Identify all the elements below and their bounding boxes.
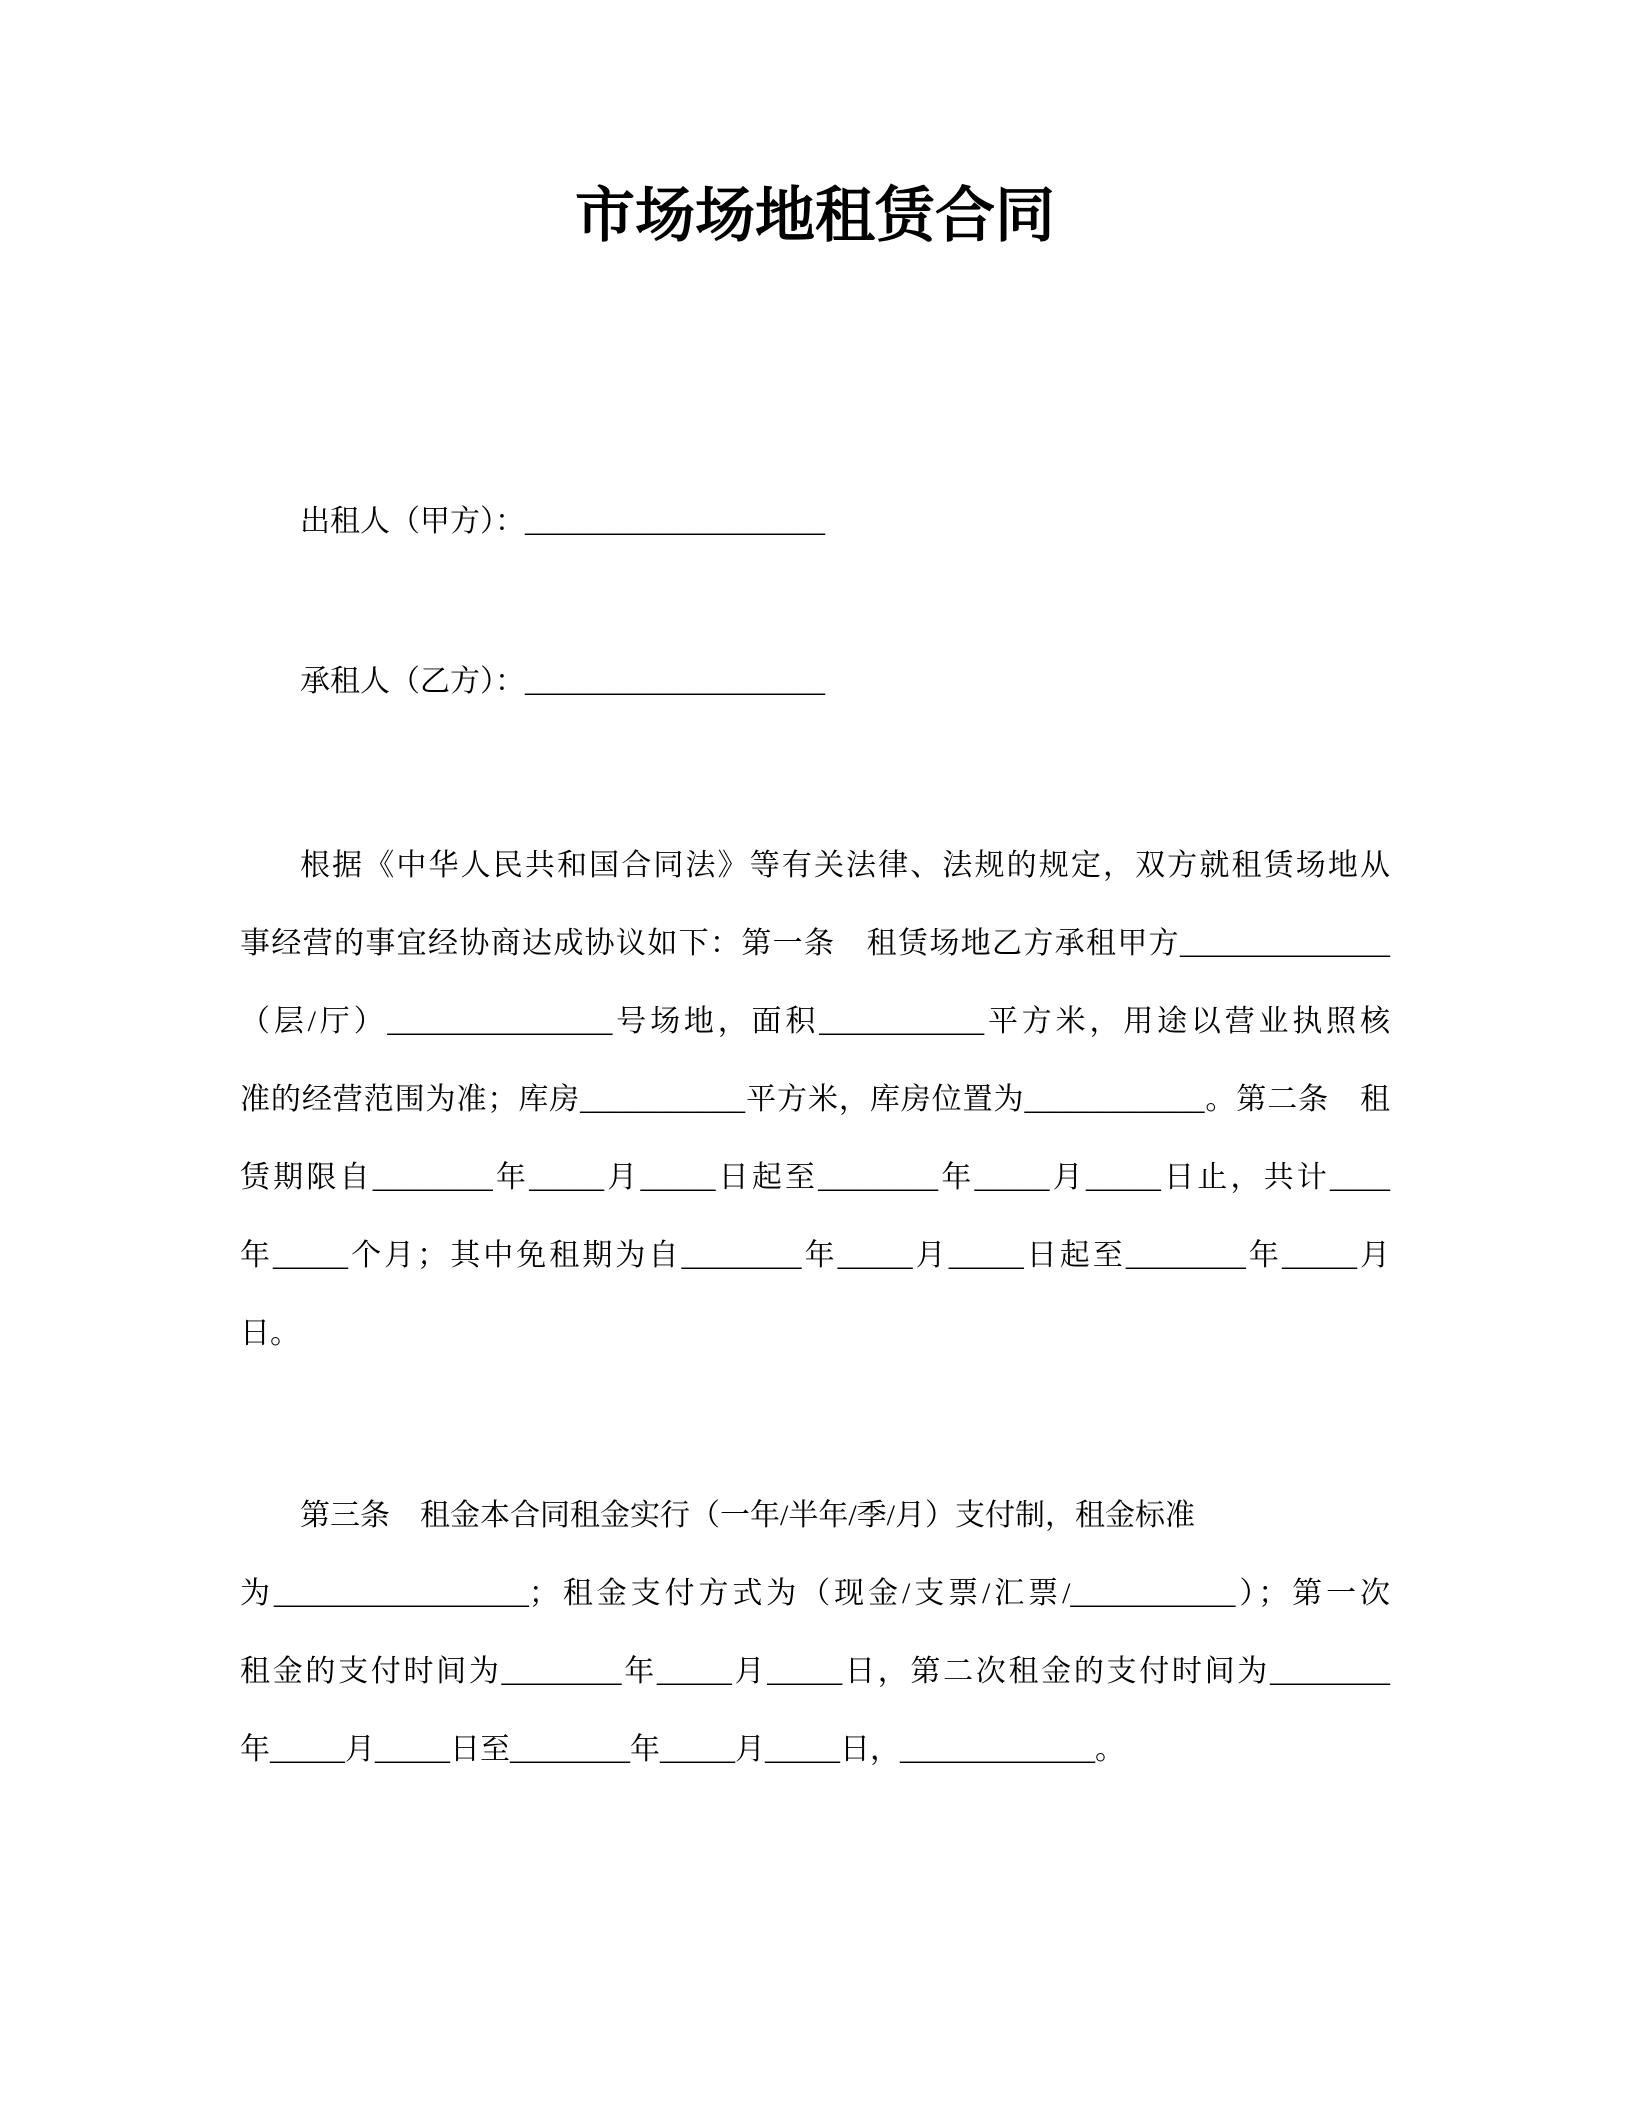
- paragraph-clause-3: [240, 1477, 1390, 1789]
- contract-text-line: 事经营的事宜经协商达成协议如下：第一条 租赁场地乙方承租甲方______________: [240, 927, 1390, 960]
- contract-text-line: 年_____个月；其中免租期为自________年_____月_____日起至________年_____月: [240, 1239, 1390, 1272]
- contract-text-line: 赁期限自________年_____月_____日起至________年_____月_____日止，共计____: [240, 1161, 1390, 1194]
- contract-text-line: 根据《中华人民共和国合同法》等有关法律、法规的规定，双方就租赁场地从: [300, 849, 1390, 882]
- document-title: 市场场地租赁合同: [575, 182, 1055, 249]
- contract-text-line: 为_________________；租金支付方式为（现金/支票/汇票/___________）；第一次: [240, 1577, 1390, 1610]
- paragraph-clause-1-2: [240, 827, 1390, 1373]
- party-lessee-line: [240, 659, 1390, 704]
- party-lessor-blank: ____________________: [525, 505, 825, 538]
- contract-text-line: 日。: [240, 1317, 300, 1350]
- party-lessor-line: [240, 499, 1390, 544]
- contract-text-line: 租金的支付时间为________年_____月_____日，第二次租金的支付时间为________: [240, 1655, 1390, 1688]
- contract-text-line: （层/厅）_______________号场地，面积___________平方米，用途以营业执照核: [240, 1005, 1390, 1038]
- contract-text-line: 年_____月_____日至________年_____月_____日，_____________。: [240, 1733, 1125, 1766]
- contract-text-line: 准的经营范围为准；库房___________平方米，库房位置为____________。第二条 租: [240, 1083, 1390, 1116]
- party-lessor-label: 出租人（甲方）：: [300, 505, 525, 538]
- party-lessee-label: 承租人（乙方）：: [300, 665, 525, 698]
- contract-text-line: 第三条 租金本合同租金实行（一年/半年/季/月）支付制，租金标准: [300, 1499, 1196, 1532]
- party-lessee-blank: ____________________: [525, 665, 825, 698]
